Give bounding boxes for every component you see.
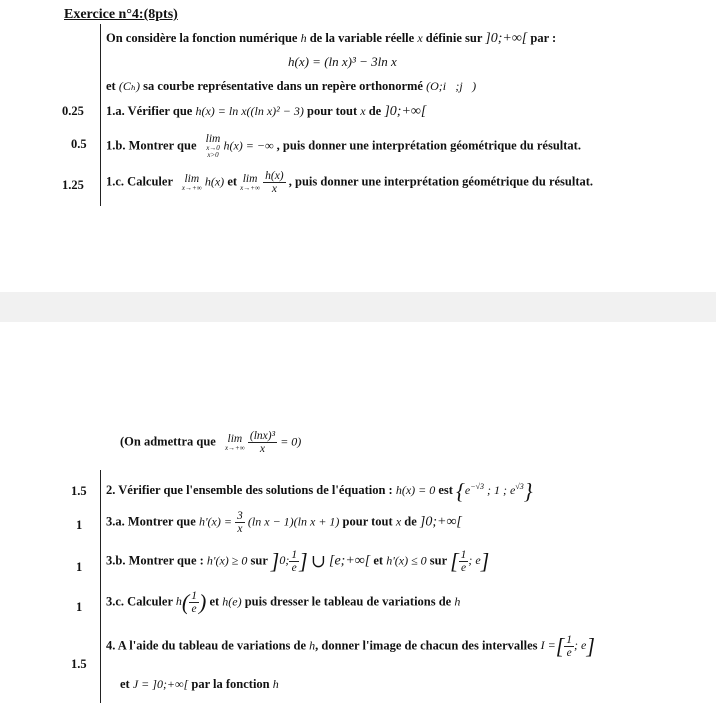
points-q3c: 1 <box>76 600 83 614</box>
interval-1e-e: [ $\frac{1}{e}$ ; e] <box>450 548 490 574</box>
admitted-limit: (On admettra que lim x→+∞ $\frac{\text{(lnx)³}}{x}$ = 0) <box>120 430 302 455</box>
fraction-hx-over-x: $\frac{h(x)}{x}$ <box>265 170 284 195</box>
question-1b: 1.b. Montrer que lim x→0 x>0 h(x) = −∞ , puis donner une interprétation géométrique du résultat. <box>106 133 581 159</box>
intro-line-1: On considère la fonction numérique h de la variable réelle x définie sur ]0;+∞[ par : <box>106 31 557 46</box>
limit-q1c-a: lim x→+∞ <box>181 172 202 192</box>
margin-line-top <box>100 24 101 206</box>
question-1c: 1.c. Calculer lim x→+∞ h(x) et lim x→+∞ $\frac{h(x)}{x}$ , puis donner une interprétation géométrique du résultat. <box>106 170 594 195</box>
interval-0-1e: ]0; $\frac{1}{e}$ ] <box>270 548 308 574</box>
limit-admitted: lim x→+∞ <box>224 432 245 452</box>
points-q3a: 1 <box>76 518 83 532</box>
fraction-3-over-x: $\frac{3}{x}$ <box>237 510 243 535</box>
points-q1c: 1.25 <box>62 178 84 192</box>
points-q1b: 0.5 <box>71 137 87 151</box>
question-1a: 1.a. Vérifier que h(x) = ln x((ln x)² − 3) pour tout x de ]0;+∞[ <box>106 104 427 119</box>
question-4-line-2: et J = ]0;+∞[ par la fonction h <box>120 677 279 691</box>
interval-I: I =[ $\frac{1}{e}$ ; e] <box>540 633 595 659</box>
points-q3b: 1 <box>76 560 83 574</box>
points-q2: 1.5 <box>71 484 87 498</box>
h-of-1-over-e: h( $\frac{1}{e}$ ) <box>175 589 207 615</box>
question-3c: 3.c. Calculer h( $\frac{1}{e}$ ) et h(e) puis dresser le tableau de variations de h <box>106 589 461 615</box>
limit-q1c-b: lim x→+∞ <box>240 172 260 192</box>
points-q4: 1.5 <box>71 657 87 671</box>
exercise-title: Exercice n°4:(8pts) <box>64 7 178 22</box>
points-q1a: 0.25 <box>62 104 84 118</box>
question-4-line-1: 4. A l'aide du tableau de variations de h, donner l'image de chacun des intervalles I =[ $\frac{1}{e}$ ; e] <box>106 633 595 659</box>
question-3a: 3.a. Montrer que h'(x) = $\frac{3}{x}$ (ln x − 1)(ln x + 1) pour tout x de ]0;+∞[ <box>106 510 462 535</box>
limit-q1b: lim x→0 x>0 <box>205 133 221 159</box>
solution-set: {$e^{-√3}$ ; 1 ; $e^{√3}$} <box>456 478 533 504</box>
fraction-lnx3-over-x: $\frac{\text{(lnx)³}}{x}$ <box>249 430 276 455</box>
intro-line-3: et (Cₕ) sa courbe représentative dans un repère orthonormé (O;i⃗;j⃗) <box>106 79 477 93</box>
question-3b: 3.b. Montrer que : h'(x) ≥ 0 sur ]0; $\frac{1}{e}$ ] ∪ [e;+∞[ et h'(x) ≤ 0 sur [ $\frac{1}{e}$ ; e] <box>106 548 490 574</box>
function-definition: h(x) = (ln x)³ − 3ln x <box>288 54 397 69</box>
question-2: 2. Vérifier que l'ensemble des solutions de l'équation : h(x) = 0 est {$e^{-√3}$ ; 1 ; $e^{√3}$} <box>106 478 533 504</box>
margin-line-bottom <box>100 470 101 703</box>
